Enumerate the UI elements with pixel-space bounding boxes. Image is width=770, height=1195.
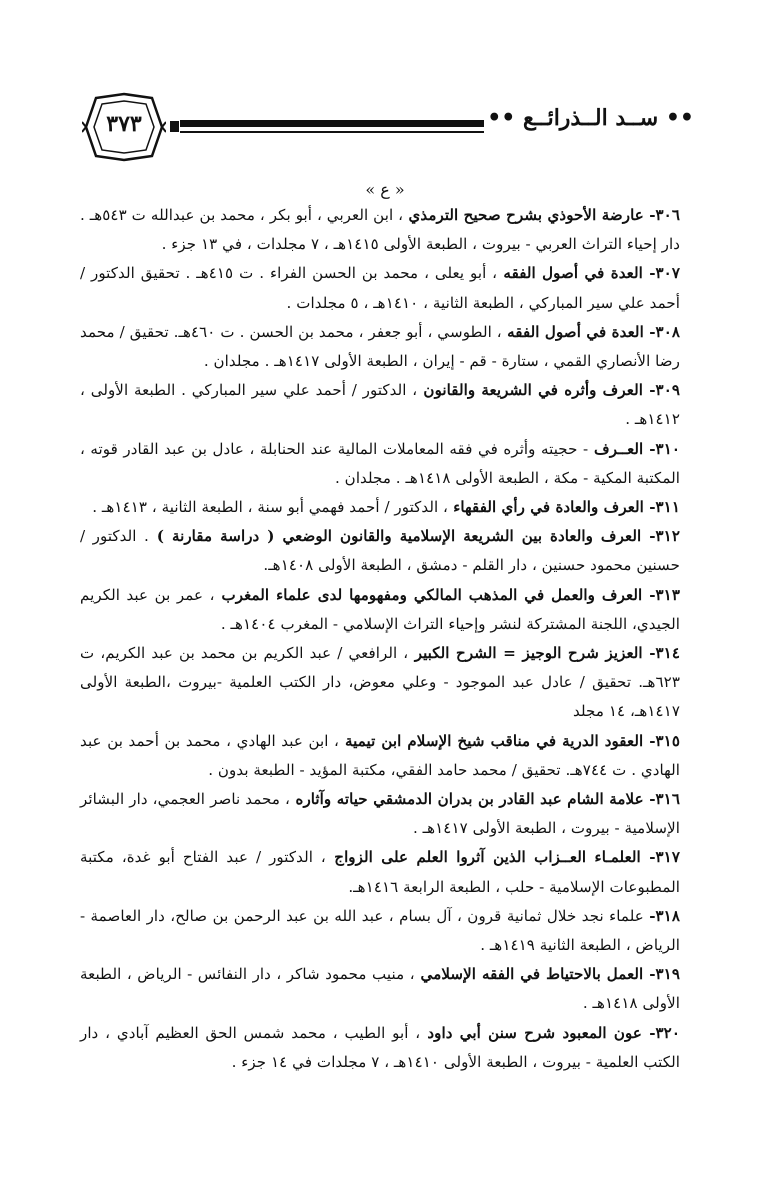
entry-number: ٣١٣- (649, 585, 680, 604)
entry-number: ٣١٢- (649, 527, 680, 546)
bibliography-entry (80, 522, 680, 580)
header-rule-thin (180, 131, 484, 133)
entry-title: العلمـاء العــزاب الذين آثروا العلم على الزواج (325, 848, 650, 867)
entry-number: ٣٠٧- (649, 264, 680, 283)
entry-details: ، ابن العربي ، أبو بكر ، محمد بن عبدالله ت ٥٤٣هـ . دار إحياء التراث العربي - بيروت ، الطبعة الأولى ١٤١٥هـ ، ٧ مجلدات ، في ١٣ جزء . (80, 206, 680, 254)
bibliography-entry (80, 201, 680, 259)
bibliography-entry (80, 960, 680, 1018)
entry-title: العرف والعادة في رأي الفقهاء (447, 498, 650, 517)
bibliography-entry (80, 581, 680, 639)
entry-details: ، أبو يعلى ، محمد بن الحسن الفراء . ت ٤١٥هـ . تحقيق الدكتور / أحمد علي سير المباركي ، الطبعة الثانية ، ١٤١٠هـ ، ٥ مجلدات . (80, 264, 680, 312)
entry-title: العــرف (588, 439, 650, 458)
entry-title: العرف والعادة بين الشريعة الإسلامية والقانون الوضعي ( دراسة مقارنة ) (148, 527, 650, 546)
entry-title: علامة الشام عبد القادر بن بدران الدمشقي حياته وآثاره (289, 790, 650, 809)
header-rule-dot (170, 121, 179, 132)
entry-title: العدة في أصول الفقه (501, 322, 650, 341)
entry-details: علماء نجد خلال ثمانية قرون ، آل بسام ، عبد الله بن عبد الرحمن بن صالح، دار العاصمة - الرياض ، الطبعة الثانية ١٤١٩هـ . (80, 906, 680, 955)
entry-details: ، الرافعي / عبد الكريم بن محمد بن عبد الكريم، ت ٦٢٣هـ. تحقيق / عادل عبد الموجود - وعلي معوض، دار الكتب العلمية -بيروت ،الطبعة الأولى ١٤١٧هـ، ١٤ مجلد (80, 644, 680, 721)
page-header (82, 92, 692, 162)
section-letter: « ع » (365, 180, 405, 199)
entry-number: ٣١٤- (649, 644, 680, 663)
entry-number: ٣١٥- (649, 731, 680, 750)
bibliography-entry (80, 727, 680, 785)
bibliography-entry (80, 785, 680, 843)
entry-details: ، ابن عبد الهادي ، محمد بن أحمد بن عبد الهادي . ت ٧٤٤هـ. تحقيق / محمد حامد الفقي، مكتبة المؤيد - الطبعة بدون . (80, 731, 680, 779)
entry-details: ، الدكتور / أحمد علي سير المباركي . الطبعة الأولى ، ١٤١٢هـ . (80, 381, 680, 429)
entry-number: ٣٠٩- (649, 381, 681, 400)
entry-number: ٣٠٨- (649, 322, 681, 341)
bibliography-entry (80, 1019, 680, 1077)
entry-title: العمل بالاحتياط في الفقه الإسلامي (414, 965, 650, 984)
entry-title: العزيز شرح الوجيز = الشرح الكبير (408, 644, 650, 663)
entry-number: ٣١٠- (649, 439, 681, 458)
entry-details: ، الطوسي ، أبو جعفر ، محمد بن الحسن . ت ٤٦٠هـ. تحقيق / محمد رضا الأنصاري القمي ، ستارة - قم - إيران ، الطبعة الأولى ١٤١٧هـ . مجلدان . (80, 322, 680, 371)
entry-number: ٣١٨- (649, 906, 680, 925)
entry-number: ٣١٧- (649, 848, 680, 867)
page-number: ٣٧٣ (106, 111, 142, 137)
bibliography-entry (80, 259, 680, 317)
entry-details: ، عمر بن عبد الكريم الجيدي، اللجنة المشتركة لنشر وإحياء التراث الإسلامي - المغرب ١٤٠٤هـ . (80, 585, 680, 633)
entry-details: ، منيب محمود شاكر ، دار النفائس - الرياض ، الطبعة الأولى ١٤١٨هـ . (80, 965, 680, 1013)
entry-number: ٣٠٦- (649, 206, 680, 224)
bibliography-list (80, 201, 680, 1077)
bibliography-entry (80, 435, 680, 493)
entry-title: عارضة الأحوذي بشرح صحيح الترمذي (403, 206, 650, 224)
entry-details: - حجيته وأثره في فقه المعاملات المالية عند الحنابلة ، عادل بن عبد القادر قوته ، المكتبة المكية - مكة ، الطبعة الأولى ١٤١٨هـ . مجلدان . (80, 439, 680, 487)
bibliography-entry (80, 376, 680, 434)
entry-details: ، محمد ناصر العجمي، دار البشائر الإسلامية - بيروت ، الطبعة الأولى ١٤١٧هـ . (80, 790, 680, 838)
entry-details: . الدكتور / حسنين محمود حسنين ، دار القلم - دمشق ، الطبعة الأولى ١٤٠٨هـ. (80, 527, 680, 575)
entry-title: العرف والعمل في المذهب المالكي ومفهومها لدى علماء المغرب (214, 585, 650, 604)
bibliography-entry (80, 843, 680, 901)
bibliography-entry (80, 639, 680, 727)
entry-details: ، الدكتور / أحمد فهمي أبو سنة ، الطبعة الثانية ، ١٤١٣هـ . (92, 498, 448, 517)
entry-number: ٣١٦- (649, 790, 680, 809)
entry-title: العرف وأثره في الشريعة والقانون (417, 381, 650, 400)
entry-details: ، الدكتور / عبد الفتاح أبو غدة، مكتبة المطبوعات الإسلامية - حلب ، الطبعة الرابعة ١٤١٦هـ. (80, 848, 680, 896)
entry-title: العقود الدرية في مناقب شيخ الإسلام ابن تيمية (338, 731, 650, 750)
header-rule-thick (180, 120, 484, 127)
entry-details: ، أبو الطيب ، محمد شمس الحق العظيم آبادي ، دار الكتب العلمية - بيروت ، الطبعة الأولى ١٤١٠هـ ، ٧ مجلدات في ١٤ جزء . (80, 1023, 680, 1071)
entry-number: ٣٢٠- (649, 1023, 680, 1042)
entry-number: ٣١١- (649, 498, 680, 517)
running-head: •• ســد الــذرائــع •• (487, 105, 694, 131)
bibliography-entry (80, 318, 680, 376)
bibliography-entry (80, 902, 680, 960)
bibliography-entry (80, 493, 680, 522)
entry-title: العدة في أصول الفقه (497, 264, 650, 283)
entry-title: عون المعبود شرح سنن أبي داود (420, 1023, 650, 1042)
entry-number: ٣١٩- (649, 965, 680, 984)
